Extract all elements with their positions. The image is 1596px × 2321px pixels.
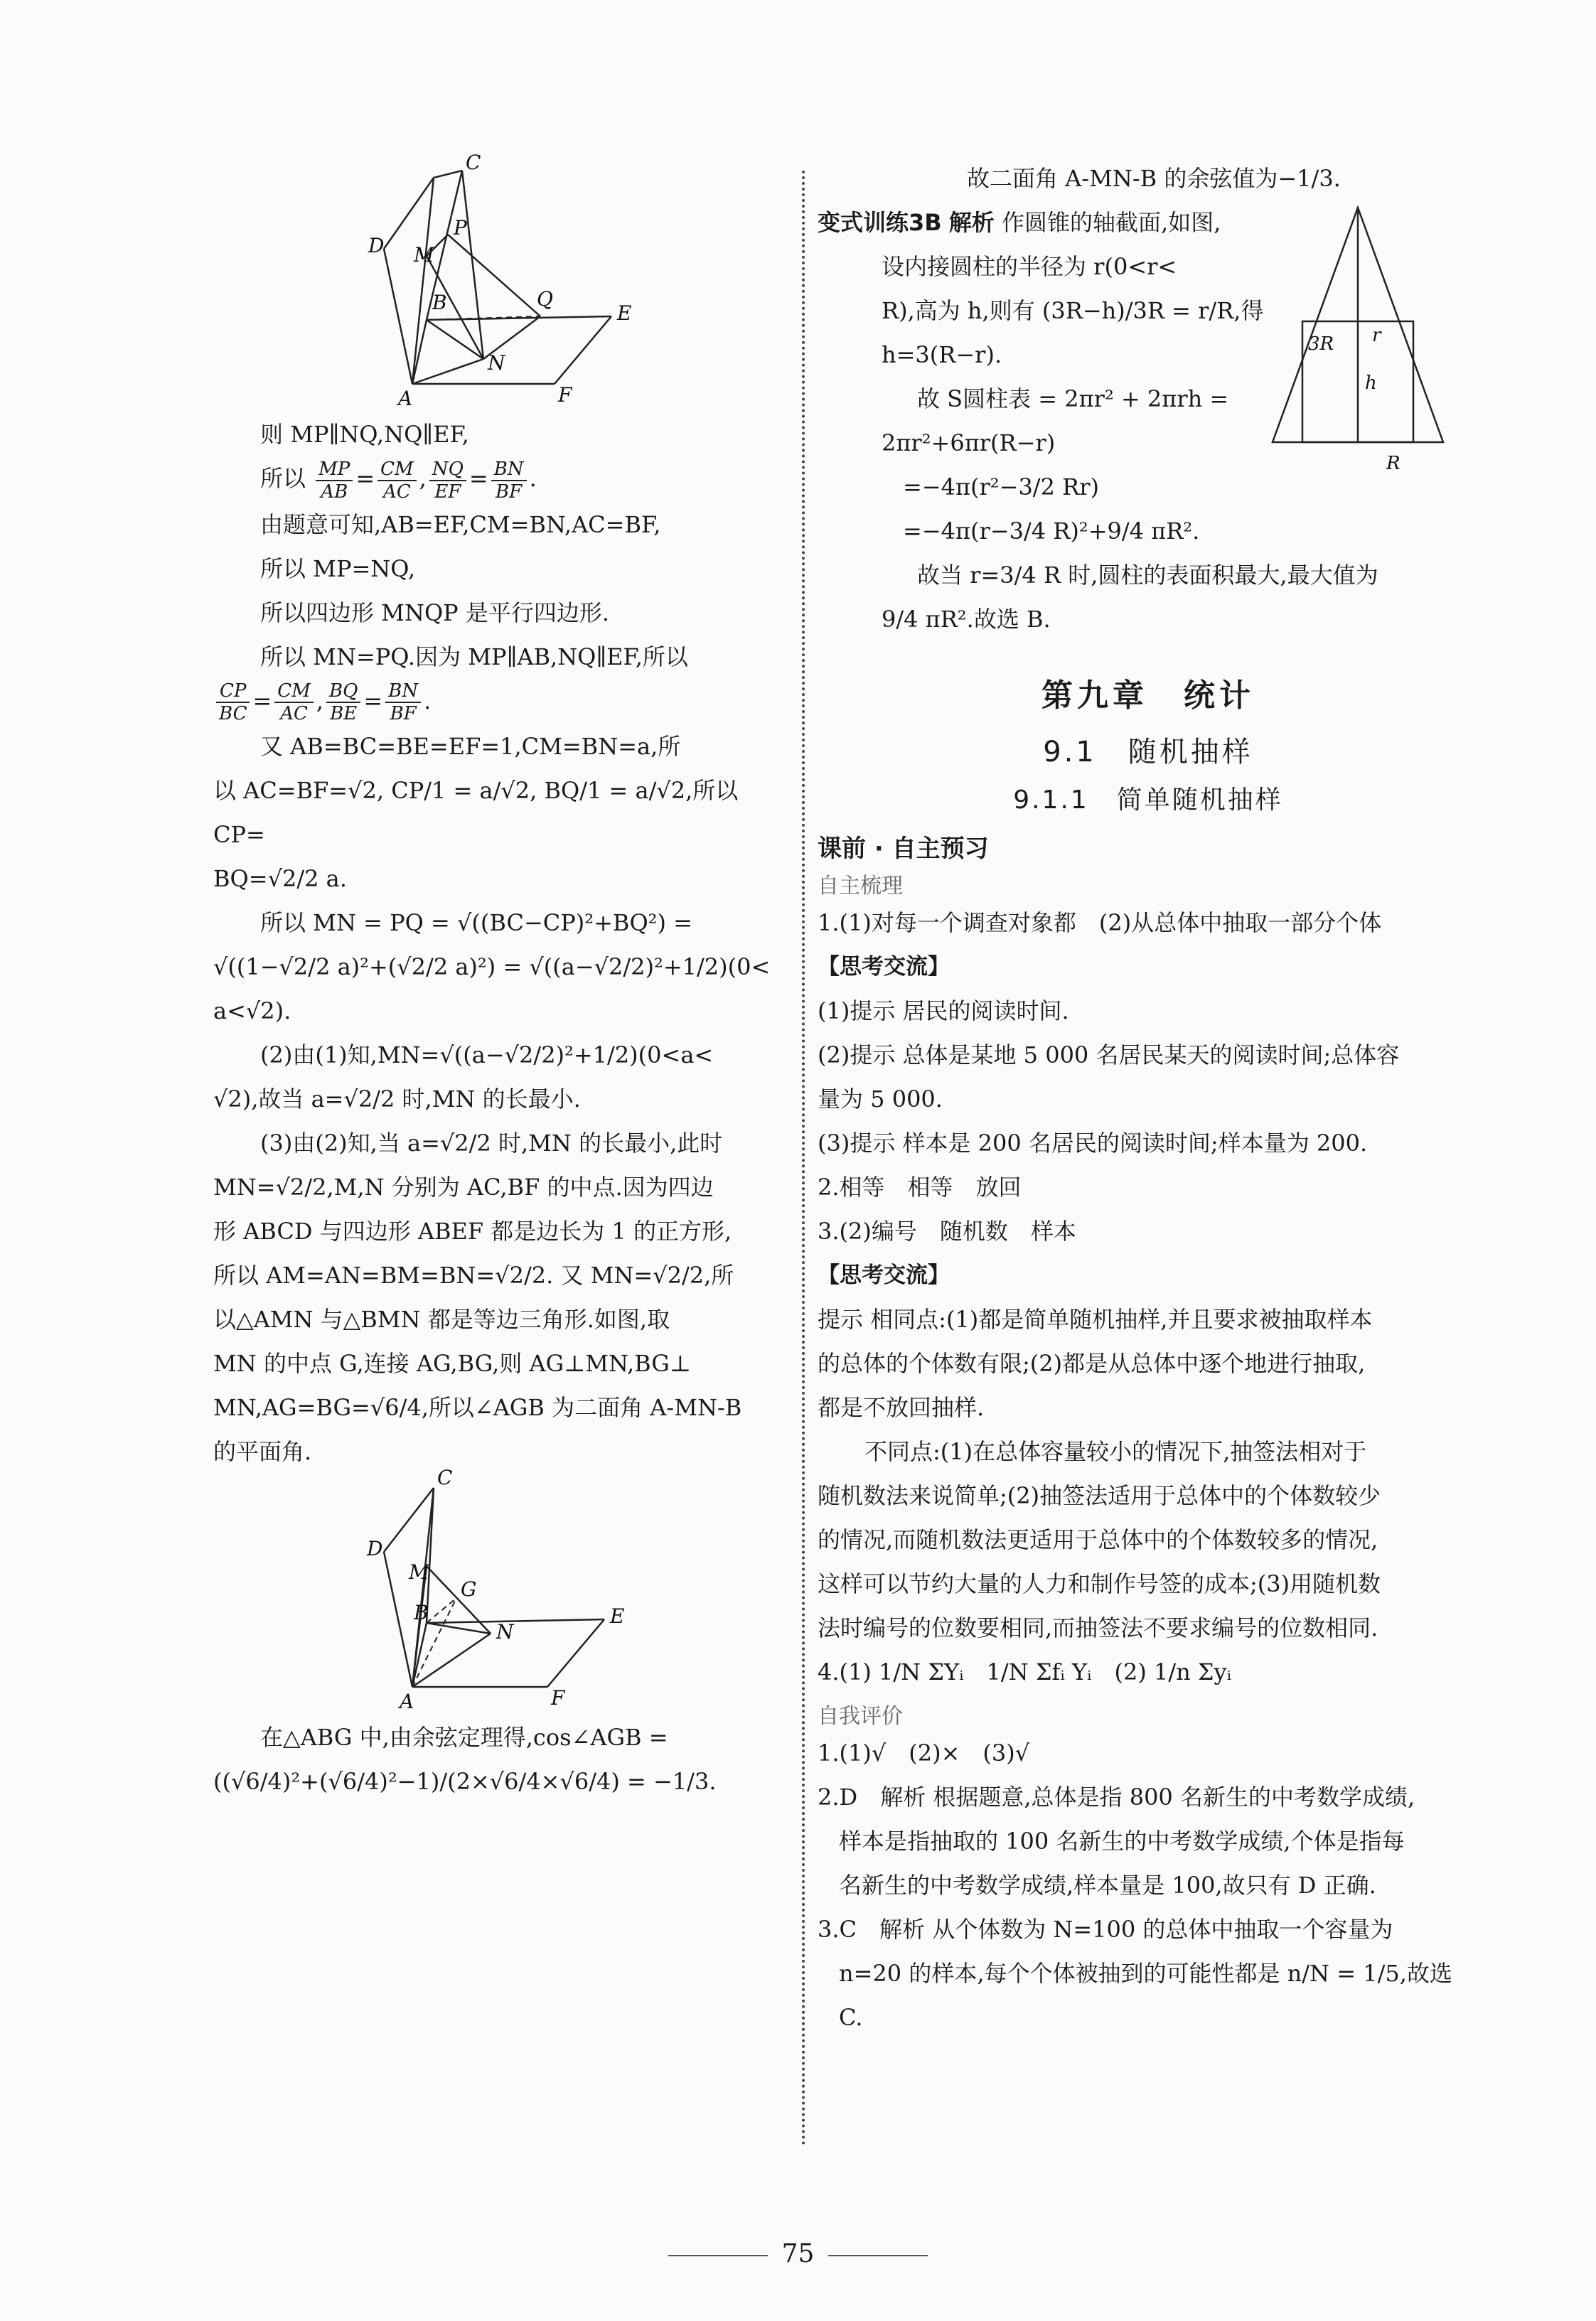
fig2-label-D: D (367, 1537, 383, 1560)
part-heading: 课前 · 自主预习 (818, 835, 989, 863)
answer-line: 的总体的个体数有限;(2)都是从总体中逐个地进行抽取, (818, 1350, 1366, 1377)
text-line: 由题意可知,AB=EF,CM=BN,AC=BF, (260, 510, 661, 538)
proportion-line-2: $\frac{CP}{BC}$ = $\frac{CM}{AC}$ , $\frac{BQ}{BE}$ = $\frac{BN}{BF}$ . (213, 679, 775, 725)
text-line: 形 ABCD 与四边形 ABEF 都是边长为 1 的正方形, (213, 1218, 732, 1245)
fig2-label-F: F (551, 1686, 565, 1710)
text-line: 所以 MN=PQ.因为 MP∥AB,NQ∥EF,所以 (260, 643, 688, 670)
answer-line: 4.(1) 1/N ΣYᵢ 1/N Σfᵢ Yᵢ (2) 1/n Σyᵢ (818, 1658, 1232, 1685)
text-line: =−4π(r²−3/2 Rr) (903, 473, 1099, 500)
text-line: 的平面角. (213, 1438, 312, 1465)
text-line: √2),故当 a=√2/2 时,MN 的长最小. (213, 1086, 581, 1113)
text-line: 设内接圆柱的半径为 r(0<r< (882, 253, 1177, 280)
text-line: 2πr²+6πr(R−r) (882, 429, 1056, 456)
answer-line: 3.(2)编号 随机数 样本 (818, 1218, 1076, 1245)
answer-line: 样本是指抽取的 100 名新生的中考数学成绩,个体是指每 (839, 1828, 1405, 1855)
answer-line: 随机数法来说简单;(2)抽签法适用于总体中的个体数较少 (818, 1482, 1381, 1509)
fig2-label-E: E (610, 1604, 625, 1628)
think-heading: 【思考交流】 (818, 954, 950, 980)
text-line: 9/4 πR².故选 B. (882, 606, 1051, 633)
text-line: (2)由(1)知,MN=√((a−√2/2)²+1/2)(0<a< (260, 1041, 714, 1068)
fig1-label-Q: Q (537, 287, 553, 311)
fig1-label-B: B (432, 291, 447, 314)
fig1-label-A: A (398, 387, 413, 410)
subsection-title: 9.1.1 简单随机抽样 (1013, 786, 1283, 815)
text-line: 故二面角 A-MN-B 的余弦值为−1/3. (967, 165, 1341, 192)
answer-line: 2.D 解析 根据题意,总体是指 800 名新生的中考数学成绩, (818, 1784, 1415, 1811)
text-line: 则 MP∥NQ,NQ∥EF, (260, 421, 469, 448)
text-line: =−4π(r−3/4 R)²+9/4 πR². (903, 518, 1200, 545)
fig2-label-M: M (409, 1560, 429, 1584)
text-line: MN,AG=BG=√6/4,所以∠AGB 为二面角 A-MN-B (213, 1394, 742, 1421)
right-column (818, 156, 1479, 2039)
text-line: 变式训练3B 解析 作圆锥的轴截面,如图, (818, 209, 1221, 236)
fig1-label-E: E (617, 301, 632, 325)
answer-line: 1.(1)对每一个调查对象都 (2)从总体中抽取一部分个体 (818, 909, 1382, 936)
column-divider (802, 171, 805, 2147)
text-line: MN=√2/2,M,N 分别为 AC,BF 的中点.因为四边 (213, 1174, 714, 1201)
sub-heading-self-review: 自主梳理 (818, 874, 903, 899)
page-number-footer (0, 2239, 1596, 2268)
answer-line: 都是不放回抽样. (818, 1394, 985, 1421)
fig2-label-C: C (437, 1466, 453, 1489)
answer-line: 3.C 解析 从个体数为 N=100 的总体中抽取一个容量为 (818, 1916, 1393, 1943)
text-line: BQ=√2/2 a. (213, 865, 347, 892)
answer-line: 法时编号的位数要相同,而抽签法不要求编号的位数相同. (818, 1614, 1378, 1641)
fig2-label-A: A (400, 1690, 414, 1713)
fig1-label-F: F (558, 383, 572, 407)
cone-label-r: r (1372, 325, 1381, 346)
cone-label-R: R (1386, 453, 1400, 474)
answer-line: 量为 5 000. (818, 1086, 943, 1113)
variant-training-block (818, 200, 1479, 641)
text-line: 所以 MP=NQ, (260, 554, 416, 582)
answer-line: (3)提示 样本是 200 名居民的阅读时间;样本量为 200. (818, 1130, 1368, 1157)
figure-folded-squares-1 (368, 151, 690, 412)
section-title: 9.1 随机抽样 (1043, 736, 1253, 768)
text-line: 以 AC=BF=√2, CP/1 = a/√2, BQ/1 = a/√2,所以 CP= (213, 777, 739, 848)
fig1-label-C: C (466, 151, 481, 174)
text-line: ((√6/4)²+(√6/4)²−1)/(2×√6/4×√6/4) = −1/3. (213, 1768, 717, 1795)
answer-line: 提示 相同点:(1)都是简单随机抽样,并且要求被抽取样本 (818, 1306, 1373, 1333)
text-line: 以△AMN 与△BMN 都是等边三角形.如图,取 (213, 1306, 670, 1333)
left-column (213, 151, 775, 1803)
fig2-label-B: B (414, 1601, 429, 1624)
proportion-line-1: 所以 $\frac{MP}{AB}$ = $\frac{CM}{AC}$ , $\frac{NQ}{EF}$ = $\frac{BN}{BF}$ . (260, 458, 537, 503)
text-line: 在△ABG 中,由余弦定理得,cos∠AGB = (260, 1724, 668, 1751)
cone-cross-section-figure (1265, 200, 1450, 478)
answer-line: 2.相等 相等 放回 (818, 1174, 1022, 1201)
cone-label-h: h (1365, 372, 1377, 394)
fig1-label-P: P (454, 216, 467, 240)
cone-label-3R: 3R (1308, 333, 1334, 355)
fig2-label-N: N (496, 1620, 514, 1644)
fig1-label-N: N (488, 351, 505, 375)
fig2-label-G: G (461, 1577, 477, 1601)
page-number: 75 (781, 2239, 815, 2268)
text-line: 所以 AM=AN=BM=BN=√2/2. 又 MN=√2/2,所 (213, 1262, 734, 1289)
fig1-label-M: M (414, 243, 434, 267)
text-line: h=3(R−r). (882, 341, 1002, 368)
fig1-label-D: D (368, 234, 385, 257)
text-line: (3)由(2)知,当 a=√2/2 时,MN 的长最小,此时 (260, 1130, 723, 1157)
text-line: MN 的中点 G,连接 AG,BG,则 AG⊥MN,BG⊥ (213, 1350, 691, 1377)
text-line: 所以四边形 MNQP 是平行四边形. (260, 599, 610, 626)
text-line: √((1−√2/2 a)²+(√2/2 a)²) = √((a−√2/2)²+1/2)(0< (213, 953, 771, 980)
text-line: 又 AB=BC=BE=EF=1,CM=BN=a,所 (260, 733, 681, 760)
think-heading: 【思考交流】 (818, 1263, 950, 1288)
figure-folded-squares-2 (367, 1466, 675, 1715)
answer-line: 的情况,而随机数法更适用于总体中的个体数较多的情况, (818, 1526, 1378, 1553)
sub-heading-self-evaluation: 自我评价 (818, 1704, 903, 1729)
text-line: 故当 r=3/4 R 时,圆柱的表面积最大,最大值为 (917, 562, 1378, 589)
chapter-title: 第九章 统计 (1041, 677, 1255, 714)
answer-line: 这样可以节约大量的人力和制作号签的成本;(3)用随机数 (818, 1570, 1381, 1597)
answer-line: (1)提示 居民的阅读时间. (818, 997, 1069, 1024)
text-line: 所以 MN = PQ = √((BC−CP)²+BQ²) = (260, 909, 692, 936)
answer-line: (2)提示 总体是某地 5 000 名居民某天的阅读时间;总体容 (818, 1041, 1400, 1068)
text-line: 故 S圆柱表 = 2πr² + 2πrh = (917, 385, 1229, 412)
answer-line: 不同点:(1)在总体容量较小的情况下,抽签法相对于 (864, 1438, 1367, 1465)
text-line: a<√2). (213, 997, 291, 1024)
answer-line: n=20 的样本,每个个体被抽到的可能性都是 n/N = 1/5,故选 C. (839, 1960, 1452, 2031)
text-line: R),高为 h,则有 (3R−h)/3R = r/R,得 (882, 297, 1264, 324)
answer-line: 名新生的中考数学成绩,样本量是 100,故只有 D 正确. (839, 1872, 1376, 1899)
answer-line: 1.(1)√ (2)× (3)√ (818, 1740, 1030, 1767)
